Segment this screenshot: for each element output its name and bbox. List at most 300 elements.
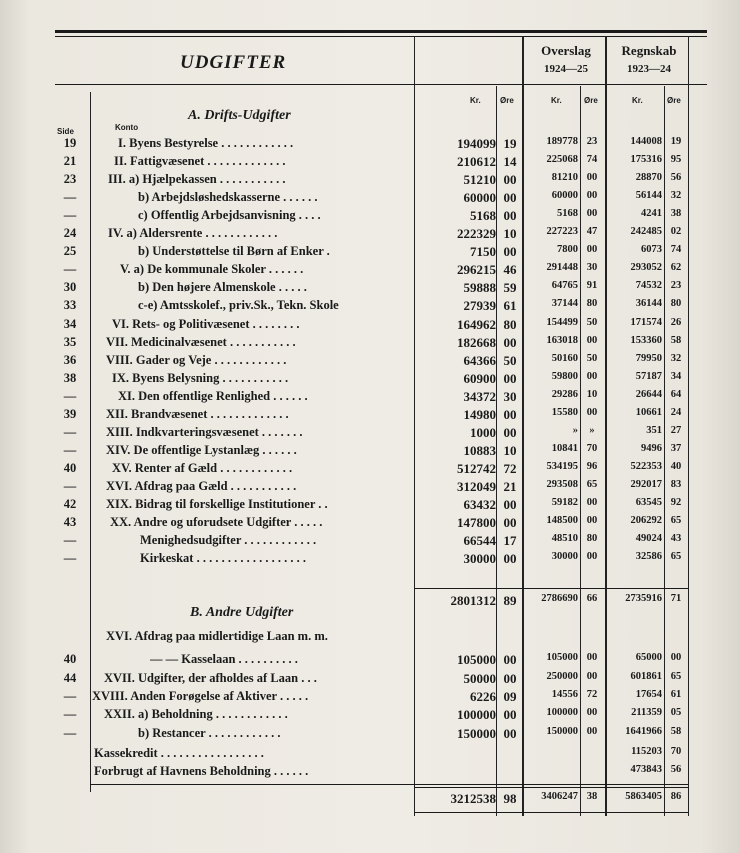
table-row — [0, 514, 740, 532]
budget-ore: 00 — [503, 208, 517, 224]
account-label: XI. Den offentlige Renlighed . . . . . . — [118, 388, 308, 403]
overslag-kr: 29286 — [551, 388, 578, 400]
unit-kr-2: Kr. — [551, 96, 562, 105]
overslag-ore: 74 — [586, 154, 598, 166]
overslag-kr: 227223 — [546, 226, 578, 238]
page-ref: 21 — [63, 154, 77, 169]
regnskab-kr: 171574 — [630, 316, 662, 328]
page-ref: 34 — [63, 316, 77, 331]
regnskab-kr: 4241 — [641, 208, 662, 220]
overslag-ore: 00 — [586, 370, 598, 382]
regnskab-ore: 56 — [670, 172, 682, 184]
overslag-kr: 105000 — [546, 652, 578, 663]
table-row — [0, 763, 740, 781]
budget-ore: 09 — [503, 689, 517, 704]
table-row — [0, 153, 740, 171]
regnskab-ore: 95 — [670, 154, 682, 166]
regnskab-kr: 28870 — [635, 172, 662, 184]
overslag-ore: 70 — [586, 442, 598, 454]
overslag-ore: 96 — [586, 460, 598, 472]
regnskab-ore: 32 — [670, 190, 682, 202]
unit-ore-2: Øre — [584, 96, 598, 105]
overslag-years: 1924—25 — [544, 63, 588, 75]
total-rule-top — [90, 784, 688, 785]
regnskab-ore: 43 — [670, 533, 682, 545]
page-ref: 24 — [63, 226, 77, 241]
regnskab-kr: 1641966 — [625, 726, 662, 737]
page-ref: 19 — [63, 136, 77, 150]
overslag-kr: » — [572, 424, 578, 436]
regnskab-kr: 17654 — [635, 689, 662, 700]
overslag-ore: 00 — [586, 334, 598, 346]
unit-ore-3: Øre — [667, 96, 681, 105]
page-ref: — — [63, 208, 77, 223]
regnskab-ore: 58 — [670, 334, 682, 346]
table-row — [0, 478, 740, 496]
regnskab-title: Regnskab — [621, 43, 677, 58]
page-ref: — — [63, 707, 77, 721]
page-ref: — — [63, 533, 77, 548]
regnskab-years: 1923—24 — [627, 63, 671, 75]
budget-kr: 66544 — [463, 533, 496, 549]
overslag-ore: 00 — [586, 497, 598, 508]
regnskab-kr: 351 — [646, 424, 662, 436]
page-ref: 33 — [63, 298, 77, 313]
page-ref: — — [63, 388, 77, 403]
subtotal-regnskab-kr: 2735916 — [625, 593, 662, 604]
table-row — [0, 352, 740, 370]
budget-ore: 00 — [503, 515, 517, 531]
regnskab-ore: 37 — [670, 442, 682, 454]
regnskab-ore: 05 — [670, 707, 682, 718]
account-label: XVI. Afdrag paa midlertidige Laan m. m. — [106, 629, 328, 643]
budget-kr: 63432 — [463, 497, 496, 512]
budget-kr: 296215 — [457, 262, 496, 278]
overslag-ore: 00 — [586, 172, 598, 184]
account-label: V. a) De kommunale Skoler . . . . . . — [120, 262, 304, 277]
overslag-kr: 291448 — [546, 262, 578, 274]
subtotal-row — [0, 592, 740, 610]
regnskab-ore: 32 — [670, 352, 682, 364]
budget-kr: 147800 — [457, 515, 496, 531]
total-rule-bottom — [414, 812, 688, 813]
page-ref: 39 — [63, 406, 77, 421]
header-rule — [55, 84, 707, 85]
budget-ore: 14 — [503, 154, 517, 170]
regnskab-ore: 62 — [670, 262, 682, 274]
budget-ore: 00 — [503, 406, 517, 422]
account-label: XVII. Udgifter, der afholdes af Laan . . . — [104, 671, 317, 685]
regnskab-ore: 80 — [670, 298, 682, 310]
overslag-ore: 30 — [586, 262, 598, 274]
table-row — [0, 424, 740, 442]
regnskab-ore: 19 — [670, 136, 682, 147]
regnskab-ore: 38 — [670, 208, 682, 220]
overslag-kr: 60000 — [551, 190, 578, 202]
page-ref: 44 — [63, 671, 77, 685]
budget-kr: 100000 — [457, 707, 496, 722]
page-ref: — — [63, 689, 77, 703]
regnskab-ore: 64 — [670, 388, 682, 400]
regnskab-ore: 65 — [670, 551, 682, 563]
regnskab-kr: 49024 — [635, 533, 662, 545]
account-label: I. Byens Bestyrelse . . . . . . . . . . . . — [118, 136, 294, 150]
table-row — [0, 225, 740, 243]
overslag-ore: 91 — [586, 280, 598, 292]
table-row — [0, 745, 740, 763]
account-label: XVIII. Anden Forøgelse af Aktiver . . . . . — [92, 689, 309, 703]
account-label: Kirkeskat . . . . . . . . . . . . . . . . . . — [140, 551, 306, 566]
regnskab-kr: 601861 — [630, 671, 662, 682]
account-label: VII. Medicinalvæsenet . . . . . . . . . . . — [106, 334, 296, 349]
regnskab-kr: 74532 — [635, 280, 662, 292]
regnskab-ore: 56 — [670, 764, 682, 775]
overslag-kr: 534195 — [546, 460, 578, 472]
budget-kr: 6226 — [470, 689, 496, 704]
budget-ore: 46 — [503, 262, 517, 278]
overslag-ore: 00 — [586, 406, 598, 418]
account-label: XV. Renter af Gæld . . . . . . . . . . . . — [112, 460, 293, 475]
budget-ore: 00 — [503, 671, 517, 686]
table-row — [0, 334, 740, 352]
overslag-ore: 65 — [586, 478, 598, 490]
regnskab-kr: 115203 — [631, 746, 662, 757]
page-ref: 25 — [63, 244, 77, 259]
total-overslag-ore: 38 — [586, 791, 598, 802]
subtotal-ore: 89 — [503, 593, 517, 608]
budget-ore: 00 — [503, 244, 517, 260]
account-label: Forbrugt af Havnens Beholdning . . . . . . — [94, 764, 309, 778]
page-ref: 40 — [63, 652, 77, 666]
budget-ore: 00 — [503, 497, 517, 512]
overslag-ore: 00 — [586, 515, 598, 527]
budget-ore: 00 — [503, 726, 517, 741]
regnskab-ore: 34 — [670, 370, 682, 382]
regnskab-kr: 63545 — [635, 497, 662, 508]
table-row — [0, 171, 740, 189]
account-label: c) Offentlig Arbejdsanvisning . . . . — [138, 208, 321, 223]
top-rule-thick — [55, 30, 707, 33]
regnskab-kr: 175316 — [630, 154, 662, 166]
overslag-ore: 00 — [586, 707, 598, 718]
table-row — [0, 279, 740, 297]
budget-ore: 59 — [503, 280, 517, 296]
budget-ore: 17 — [503, 533, 517, 549]
regnskab-ore: 23 — [670, 280, 682, 292]
budget-kr: 7150 — [470, 244, 496, 260]
overslag-kr: 7800 — [557, 244, 578, 256]
table-row — [0, 725, 740, 743]
regnskab-kr: 79950 — [635, 352, 662, 364]
overslag-ore: 23 — [586, 136, 598, 147]
budget-kr: 512742 — [457, 460, 496, 476]
regnskab-ore: 65 — [670, 515, 682, 527]
budget-ore: 30 — [503, 388, 517, 404]
overslag-kr: 163018 — [546, 334, 578, 346]
konto-label: Konto — [115, 123, 139, 132]
table-row — [0, 261, 740, 279]
table-row — [0, 460, 740, 478]
overslag-kr: 59182 — [551, 497, 578, 508]
subtotal-overslag-ore: 66 — [586, 593, 598, 604]
budget-kr: 182668 — [457, 334, 496, 350]
budget-ore: 00 — [503, 190, 517, 206]
regnskab-kr: 6073 — [641, 244, 662, 256]
budget-ore: 21 — [503, 478, 517, 494]
regnskab-kr: 153360 — [630, 334, 662, 346]
budget-ore: 00 — [503, 334, 517, 350]
regnskab-ore: 65 — [670, 671, 682, 682]
overslag-kr: 10841 — [551, 442, 578, 454]
account-label: — — Kasselaan . . . . . . . . . . — [150, 652, 298, 666]
overslag-header — [524, 42, 608, 78]
overslag-kr: 64765 — [551, 280, 578, 292]
overslag-title: Overslag — [541, 43, 591, 58]
overslag-kr: 15580 — [551, 406, 578, 418]
overslag-ore: 00 — [586, 652, 598, 663]
regnskab-ore: 26 — [670, 316, 682, 328]
subtotal-kr: 2801312 — [450, 593, 496, 608]
account-label: b) Den højere Almenskole . . . . . — [138, 280, 307, 295]
overslag-kr: 189778 — [546, 136, 578, 147]
budget-kr: 105000 — [457, 652, 496, 667]
account-label: Menighedsudgifter . . . . . . . . . . . . — [140, 533, 317, 548]
table-row — [0, 670, 740, 688]
unit-kr-3: Kr. — [632, 96, 643, 105]
page-ref: 35 — [63, 334, 77, 349]
budget-ore: 72 — [503, 460, 517, 476]
page-ref: 30 — [63, 280, 77, 295]
total-overslag-kr: 3406247 — [541, 791, 578, 802]
table-row — [0, 406, 740, 424]
budget-kr: 164962 — [457, 316, 496, 332]
total-ore: 98 — [503, 791, 517, 806]
overslag-ore: 00 — [586, 671, 598, 682]
overslag-ore: 00 — [586, 208, 598, 220]
overslag-ore: 50 — [586, 316, 598, 328]
regnskab-kr: 292017 — [630, 478, 662, 490]
budget-kr: 30000 — [463, 551, 496, 567]
total-regnskab-ore: 86 — [670, 791, 682, 802]
table-row — [0, 688, 740, 706]
overslag-kr: 30000 — [551, 551, 578, 563]
table-row — [0, 189, 740, 207]
account-label: XII. Brandvæsenet . . . . . . . . . . . . . — [106, 406, 289, 421]
regnskab-ore: 92 — [670, 497, 682, 508]
regnskab-kr: 206292 — [630, 515, 662, 527]
budget-kr: 50000 — [463, 671, 496, 686]
regnskab-ore: 02 — [670, 226, 682, 238]
overslag-kr: 48510 — [551, 533, 578, 545]
budget-kr: 60000 — [463, 190, 496, 206]
budget-ore: 61 — [503, 298, 517, 314]
page-ref: — — [63, 424, 77, 439]
budget-ore: 00 — [503, 172, 517, 188]
budget-kr: 27939 — [463, 298, 496, 314]
overslag-ore: 72 — [586, 689, 598, 700]
overslag-kr: 293508 — [546, 478, 578, 490]
account-label: III. a) Hjælpekassen . . . . . . . . . . . — [108, 172, 286, 187]
table-title: UDGIFTER — [180, 52, 287, 73]
budget-ore: 50 — [503, 352, 517, 368]
page-ref: — — [63, 726, 77, 740]
regnskab-kr: 144008 — [630, 136, 662, 147]
overslag-kr: 250000 — [546, 671, 578, 682]
overslag-kr: 59800 — [551, 370, 578, 382]
overslag-ore: 80 — [586, 298, 598, 310]
account-label: XIX. Bidrag til forskellige Institutioner . . — [106, 497, 328, 511]
budget-ore: 19 — [503, 136, 517, 151]
account-label: XXII. a) Beholdning . . . . . . . . . . . . — [104, 707, 288, 721]
overslag-ore: 47 — [586, 226, 598, 238]
budget-ore: 00 — [503, 370, 517, 386]
overslag-kr: 154499 — [546, 316, 578, 328]
table-row — [0, 706, 740, 724]
overslag-kr: 81210 — [551, 172, 578, 184]
budget-kr: 222329 — [457, 226, 496, 242]
total-row — [0, 790, 740, 808]
subtotal-rule — [414, 588, 688, 589]
regnskab-ore: 74 — [670, 244, 682, 256]
account-label: b) Restancer . . . . . . . . . . . . — [138, 726, 281, 740]
budget-ore: 00 — [503, 707, 517, 722]
budget-kr: 14980 — [463, 406, 496, 422]
overslag-kr: 50160 — [551, 352, 578, 364]
budget-ore: 00 — [503, 652, 517, 667]
account-label: XX. Andre og uforudsete Udgifter . . . . . — [110, 515, 323, 530]
budget-kr: 34372 — [463, 388, 496, 404]
table-row — [0, 207, 740, 225]
subtotal-regnskab-ore: 71 — [670, 593, 682, 604]
unit-ore-1: Øre — [500, 96, 514, 105]
overslag-kr: 14556 — [551, 689, 578, 700]
page-ref: 43 — [63, 515, 77, 530]
table-row — [0, 442, 740, 460]
table-row — [0, 651, 740, 669]
regnskab-ore: 27 — [670, 424, 682, 436]
budget-ore: 00 — [503, 551, 517, 567]
account-label: b) Understøttelse til Børn af Enker . — [138, 244, 330, 259]
table-row — [0, 243, 740, 261]
page-ref: — — [63, 190, 77, 205]
overslag-kr: 37144 — [551, 298, 578, 310]
regnskab-kr: 473843 — [630, 764, 662, 775]
regnskab-kr: 65000 — [635, 652, 662, 663]
top-rule-thin — [55, 36, 707, 37]
account-label: Kassekredit . . . . . . . . . . . . . . . . . — [94, 746, 264, 760]
subtotal-overslag-kr: 2786690 — [541, 593, 578, 604]
page-ref: — — [63, 551, 77, 566]
account-label: VIII. Gader og Veje . . . . . . . . . . . . — [106, 352, 287, 367]
regnskab-kr: 293052 — [630, 262, 662, 274]
regnskab-kr: 242485 — [630, 226, 662, 238]
budget-ore: 10 — [503, 226, 517, 242]
total-rule-top2 — [414, 787, 688, 788]
budget-kr: 10883 — [463, 442, 496, 458]
overslag-ore: 10 — [586, 388, 598, 400]
total-regnskab-kr: 5863405 — [625, 791, 662, 802]
table-row — [0, 316, 740, 334]
section-b-title: B. Andre Udgifter — [190, 605, 294, 620]
account-label: VI. Rets- og Politivæsenet . . . . . . . . — [112, 316, 300, 331]
regnskab-kr: 211359 — [631, 707, 662, 718]
page-ref: — — [63, 262, 77, 277]
budget-kr: 59888 — [463, 280, 496, 296]
overslag-ore: 00 — [586, 726, 598, 737]
overslag-ore: 80 — [586, 533, 598, 545]
budget-ore: 10 — [503, 442, 517, 458]
page-ref: 38 — [63, 370, 77, 385]
table-row — [0, 496, 740, 514]
budget-ore: 00 — [503, 424, 517, 440]
page-ref: 36 — [63, 352, 77, 367]
account-label: IX. Byens Belysning . . . . . . . . . . . — [112, 370, 289, 385]
budget-kr: 1000 — [470, 424, 496, 440]
budget-kr: 312049 — [457, 478, 496, 494]
page-ref: 42 — [63, 497, 77, 511]
regnskab-kr: 9496 — [641, 442, 662, 454]
table-row — [0, 388, 740, 406]
account-label: XVI. Afdrag paa Gæld . . . . . . . . . . . — [106, 478, 297, 493]
budget-kr: 51210 — [463, 172, 496, 188]
overslag-kr: 5168 — [557, 208, 578, 220]
overslag-ore: 00 — [586, 551, 598, 563]
overslag-kr: 225068 — [546, 154, 578, 166]
regnskab-kr: 10661 — [635, 406, 662, 418]
overslag-ore: 50 — [586, 352, 598, 364]
table-row — [0, 297, 740, 315]
page-ref: — — [63, 478, 77, 493]
account-label: b) Arbejdsløshedskasserne . . . . . . — [138, 190, 318, 205]
overslag-ore: » — [589, 424, 595, 436]
regnskab-kr: 26644 — [635, 388, 662, 400]
regnskab-kr: 32586 — [635, 551, 662, 563]
account-label: II. Fattigvæsenet . . . . . . . . . . . . . — [114, 154, 286, 169]
regnskab-ore: 40 — [670, 460, 682, 472]
regnskab-ore: 24 — [670, 406, 682, 418]
regnskab-ore: 83 — [670, 478, 682, 490]
budget-kr: 210612 — [457, 154, 496, 170]
section-a-title: A. Drifts-Udgifter — [188, 108, 291, 123]
regnskab-ore: 58 — [670, 726, 682, 737]
regnskab-kr: 56144 — [635, 190, 662, 202]
budget-kr: 150000 — [457, 726, 496, 741]
budget-kr: 5168 — [470, 208, 496, 224]
page-ref: 23 — [63, 172, 77, 187]
overslag-ore: 00 — [586, 190, 598, 202]
overslag-ore: 00 — [586, 244, 598, 256]
budget-kr: 64366 — [463, 352, 496, 368]
table-row — [0, 135, 740, 153]
regnskab-ore: 00 — [670, 652, 682, 663]
budget-kr: 60900 — [463, 370, 496, 386]
table-row — [0, 532, 740, 550]
regnskab-kr: 522353 — [630, 460, 662, 472]
overslag-kr: 148500 — [546, 515, 578, 527]
account-label: XIII. Indkvarteringsvæsenet . . . . . . . — [106, 424, 303, 439]
regnskab-header — [607, 42, 691, 78]
regnskab-kr: 36144 — [635, 298, 662, 310]
overslag-kr: 100000 — [546, 707, 578, 718]
overslag-kr: 150000 — [546, 726, 578, 737]
total-kr: 3212538 — [450, 791, 496, 806]
budget-ore: 80 — [503, 316, 517, 332]
table-row — [0, 370, 740, 388]
account-label: IV. a) Aldersrente . . . . . . . . . . . . — [108, 226, 278, 241]
table-row — [0, 628, 740, 646]
regnskab-ore: 70 — [670, 746, 682, 757]
account-label: c-e) Amtsskolef., priv.Sk., Tekn. Skole — [138, 298, 339, 313]
